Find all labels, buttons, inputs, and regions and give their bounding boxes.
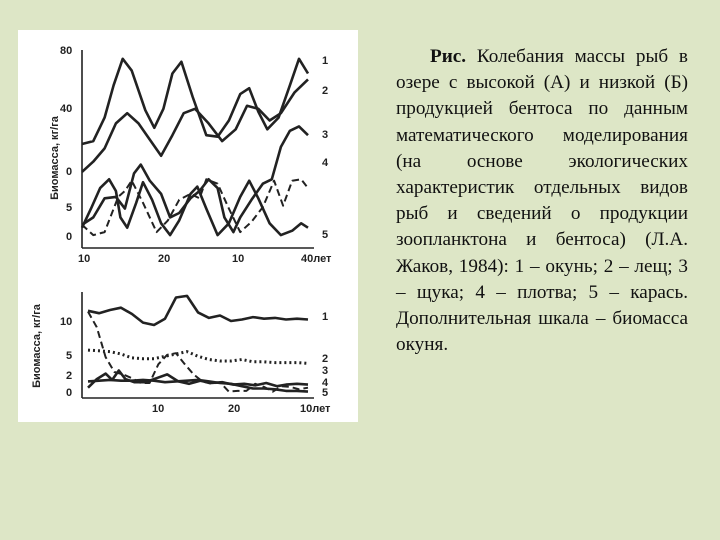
chart-a-series-label-1: 1 (322, 55, 329, 67)
chart-a-ytick-40: 40 (60, 103, 73, 115)
chart-a-series-labels (322, 55, 329, 241)
chart-a-ytick-0: 0 (66, 166, 73, 178)
chart-a-ytick-0b: 0 (66, 231, 73, 243)
chart-b-series-label-3: 3 (322, 365, 329, 377)
chart-a-series-3 (82, 126, 308, 232)
chart-b-series-label-4: 4 (322, 377, 329, 389)
chart-a-xtick-1: 10 (78, 253, 91, 265)
chart-b-series (88, 296, 308, 392)
chart-b-series-labels (322, 311, 329, 399)
figure-caption (396, 44, 688, 358)
chart-b-series-label-1: 1 (322, 311, 329, 323)
caption-lead: Рис. (430, 46, 467, 67)
chart-b-ytick-0: 0 (66, 387, 73, 399)
chart-a-series-label-4: 4 (322, 157, 329, 169)
chart-a-xtick-3: 10 (232, 253, 245, 265)
chart-b-ylabel: Биомасса, кг/га (31, 304, 43, 388)
chart-b-series-label-5: 5 (322, 387, 329, 399)
chart-b-ytick-10: 10 (60, 316, 73, 328)
chart-b-series-1 (88, 296, 308, 325)
chart-b-xtick-1: 10 (152, 403, 165, 415)
caption-text: Колебания массы рыб в озере с высокой (А) и низкой (Б) продукцией бентоса по данным математического моделирования (на основе экологических характеристик отдельных видов рыб и сведений о продукции зоопланктона и бентоса) (Л.А. Жаков, 1984): 1 – окунь; 2 – лещ; 3 – щука; 4 – плотва; 5 – карась. Дополнительная шкала – биомасса окуня. (396, 46, 688, 356)
chart-a (49, 45, 332, 265)
chart-a-ytick-80: 80 (60, 45, 73, 57)
chart-b-series-2 (88, 350, 308, 363)
chart-a-series-label-3: 3 (322, 129, 329, 141)
chart-b-ytick-2: 2 (66, 370, 73, 382)
chart-b-xtick-3: 10лет (300, 403, 331, 415)
chart-a-series-2 (82, 79, 308, 171)
chart-b-series-label-2: 2 (322, 353, 329, 365)
chart-b (31, 292, 331, 415)
chart-a-series-1 (82, 59, 308, 144)
chart-a-ytick-5: 5 (66, 202, 73, 214)
chart-a-xtick-4: 40лет (301, 253, 332, 265)
chart-b-xtick-2: 20 (228, 403, 241, 415)
chart-a-series-label-5: 5 (322, 229, 329, 241)
chart-a-series-5 (82, 179, 308, 235)
chart-a-xtick-2: 20 (158, 253, 171, 265)
figure-panel (18, 30, 358, 422)
figure-graphic (18, 30, 358, 422)
chart-a-series-label-2: 2 (322, 85, 329, 97)
chart-a-series (82, 59, 308, 235)
chart-b-ytick-5: 5 (66, 350, 73, 362)
chart-a-ylabel: Биомасса, кг/га (49, 116, 61, 200)
